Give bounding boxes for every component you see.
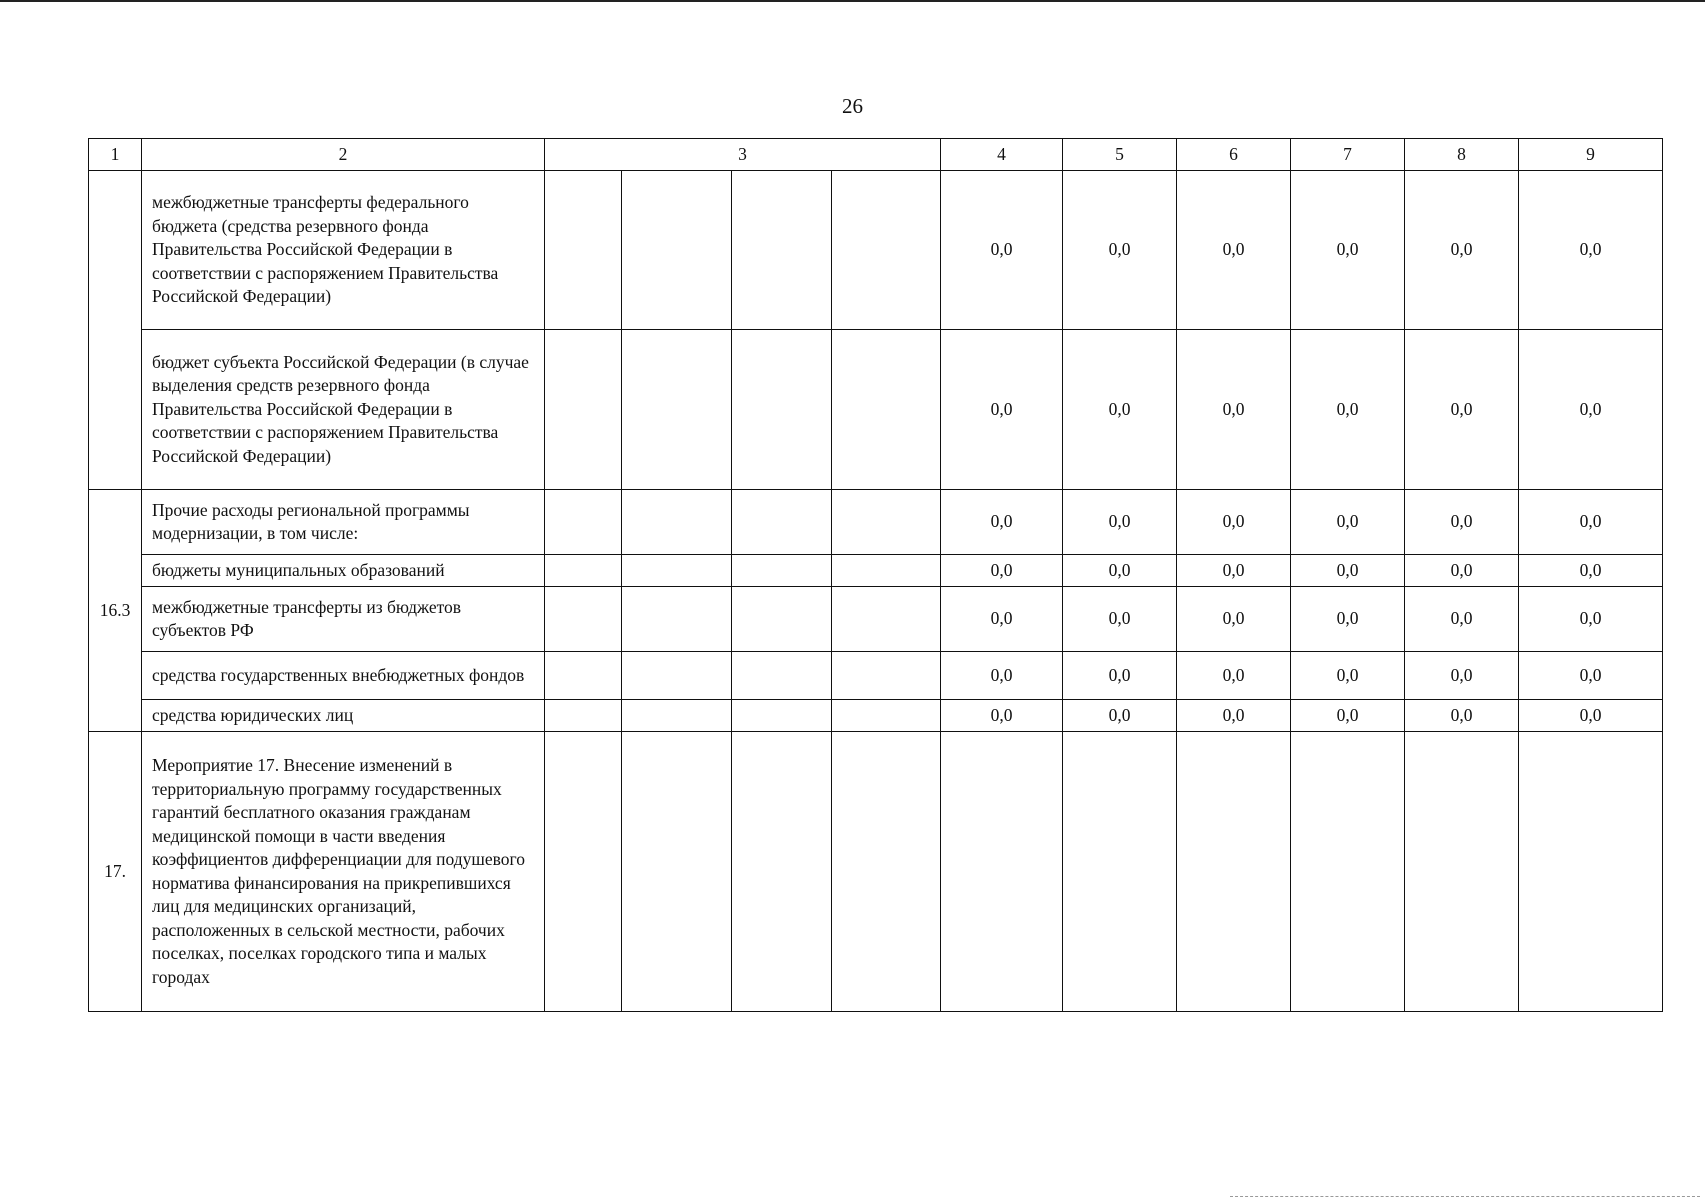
table-row xyxy=(89,732,1663,1012)
column-header: 8 xyxy=(1405,139,1519,171)
page-number: 26 xyxy=(842,94,863,118)
value-cell: 0,0 xyxy=(1291,330,1405,490)
empty-cell xyxy=(545,652,622,700)
value-cell: 0,0 xyxy=(1063,652,1177,700)
scan-artifact-line xyxy=(1230,1196,1700,1199)
value-cell xyxy=(1063,732,1177,1012)
value-cell: 0,0 xyxy=(941,652,1063,700)
empty-cell xyxy=(732,587,832,652)
value-cell: 0,0 xyxy=(1177,587,1291,652)
empty-cell xyxy=(832,652,941,700)
empty-cell xyxy=(832,700,941,732)
empty-cell xyxy=(622,700,732,732)
value-cell: 0,0 xyxy=(1291,652,1405,700)
value-cell xyxy=(941,732,1063,1012)
empty-cell xyxy=(622,652,732,700)
value-cell: 0,0 xyxy=(1519,330,1663,490)
value-cell: 0,0 xyxy=(941,171,1063,330)
value-cell: 0,0 xyxy=(1405,700,1519,732)
row-description: средства юридических лиц xyxy=(142,700,545,732)
value-cell: 0,0 xyxy=(1177,330,1291,490)
table-row xyxy=(89,652,1663,700)
empty-cell xyxy=(732,171,832,330)
value-cell: 0,0 xyxy=(1519,555,1663,587)
row-description: Прочие расходы региональной программы модернизации, в том числе: xyxy=(142,490,545,555)
value-cell: 0,0 xyxy=(1177,700,1291,732)
column-header: 5 xyxy=(1063,139,1177,171)
empty-cell xyxy=(545,330,622,490)
value-cell: 0,0 xyxy=(1063,700,1177,732)
row-code-cell: 16.3 xyxy=(89,490,142,732)
row-code-cell: 17. xyxy=(89,732,142,1012)
budget-table xyxy=(88,138,1663,1012)
empty-cell xyxy=(545,555,622,587)
value-cell: 0,0 xyxy=(1291,555,1405,587)
value-cell xyxy=(1519,732,1663,1012)
value-cell: 0,0 xyxy=(941,490,1063,555)
value-cell: 0,0 xyxy=(1405,555,1519,587)
value-cell: 0,0 xyxy=(1291,171,1405,330)
empty-cell xyxy=(732,652,832,700)
empty-cell xyxy=(732,490,832,555)
empty-cell xyxy=(622,171,732,330)
column-number-row xyxy=(89,139,1663,171)
empty-cell xyxy=(622,490,732,555)
row-description: межбюджетные трансферты из бюджетов субъектов РФ xyxy=(142,587,545,652)
empty-cell xyxy=(545,732,622,1012)
row-description: средства государственных внебюджетных фондов xyxy=(142,652,545,700)
empty-cell xyxy=(545,587,622,652)
empty-cell xyxy=(545,490,622,555)
scan-top-border xyxy=(0,0,1705,2)
column-header: 2 xyxy=(142,139,545,171)
value-cell: 0,0 xyxy=(1405,171,1519,330)
value-cell: 0,0 xyxy=(1291,700,1405,732)
column-header: 1 xyxy=(89,139,142,171)
empty-cell xyxy=(622,555,732,587)
empty-cell xyxy=(832,171,941,330)
value-cell: 0,0 xyxy=(941,555,1063,587)
table-row xyxy=(89,555,1663,587)
value-cell: 0,0 xyxy=(1177,171,1291,330)
empty-cell xyxy=(832,555,941,587)
value-cell: 0,0 xyxy=(1291,490,1405,555)
table-row xyxy=(89,490,1663,555)
value-cell: 0,0 xyxy=(1177,490,1291,555)
value-cell: 0,0 xyxy=(1177,555,1291,587)
empty-cell xyxy=(832,732,941,1012)
row-description: бюджеты муниципальных образований xyxy=(142,555,545,587)
value-cell: 0,0 xyxy=(1519,171,1663,330)
value-cell: 0,0 xyxy=(941,587,1063,652)
value-cell: 0,0 xyxy=(1063,490,1177,555)
column-header: 4 xyxy=(941,139,1063,171)
empty-cell xyxy=(622,587,732,652)
empty-cell xyxy=(622,330,732,490)
value-cell: 0,0 xyxy=(941,330,1063,490)
empty-cell xyxy=(732,330,832,490)
table-row xyxy=(89,330,1663,490)
value-cell: 0,0 xyxy=(1519,490,1663,555)
value-cell: 0,0 xyxy=(941,700,1063,732)
table-row xyxy=(89,587,1663,652)
empty-cell xyxy=(832,490,941,555)
empty-cell xyxy=(732,700,832,732)
value-cell: 0,0 xyxy=(1063,171,1177,330)
value-cell: 0,0 xyxy=(1177,652,1291,700)
value-cell: 0,0 xyxy=(1063,330,1177,490)
row-description: Мероприятие 17. Внесение изменений в территориальную программу государственных гарантий бесплатного оказания гражданам медицинской помощи в части введения коэффициентов дифференциации для подушевого норматива финансирования на прикрепившихся лиц для медицинских организаций, расположенных в сельской местности, рабочих поселках, поселках городского типа и малых городах xyxy=(142,732,545,1012)
row-description: бюджет субъекта Российской Федерации (в случае выделения средств резервного фонда Правительства Российской Федерации в соответствии с распоряжением Правительства Российской Федерации) xyxy=(142,330,545,490)
value-cell: 0,0 xyxy=(1063,555,1177,587)
column-header: 7 xyxy=(1291,139,1405,171)
value-cell: 0,0 xyxy=(1405,490,1519,555)
value-cell xyxy=(1405,732,1519,1012)
empty-cell xyxy=(732,732,832,1012)
column-header: 6 xyxy=(1177,139,1291,171)
row-code-cell xyxy=(89,171,142,490)
empty-cell xyxy=(832,587,941,652)
column-header: 9 xyxy=(1519,139,1663,171)
value-cell xyxy=(1177,732,1291,1012)
table-row xyxy=(89,700,1663,732)
value-cell: 0,0 xyxy=(1519,652,1663,700)
value-cell: 0,0 xyxy=(1405,652,1519,700)
empty-cell xyxy=(545,700,622,732)
table-row xyxy=(89,171,1663,330)
empty-cell xyxy=(732,555,832,587)
row-description: межбюджетные трансферты федерального бюджета (средства резервного фонда Правительства Российской Федерации в соответствии с распоряжением Правительства Российской Федерации) xyxy=(142,171,545,330)
empty-cell xyxy=(545,171,622,330)
value-cell xyxy=(1291,732,1405,1012)
value-cell: 0,0 xyxy=(1291,587,1405,652)
column-header: 3 xyxy=(545,139,941,171)
empty-cell xyxy=(622,732,732,1012)
empty-cell xyxy=(832,330,941,490)
value-cell: 0,0 xyxy=(1519,700,1663,732)
value-cell: 0,0 xyxy=(1519,587,1663,652)
value-cell: 0,0 xyxy=(1063,587,1177,652)
value-cell: 0,0 xyxy=(1405,330,1519,490)
value-cell: 0,0 xyxy=(1405,587,1519,652)
